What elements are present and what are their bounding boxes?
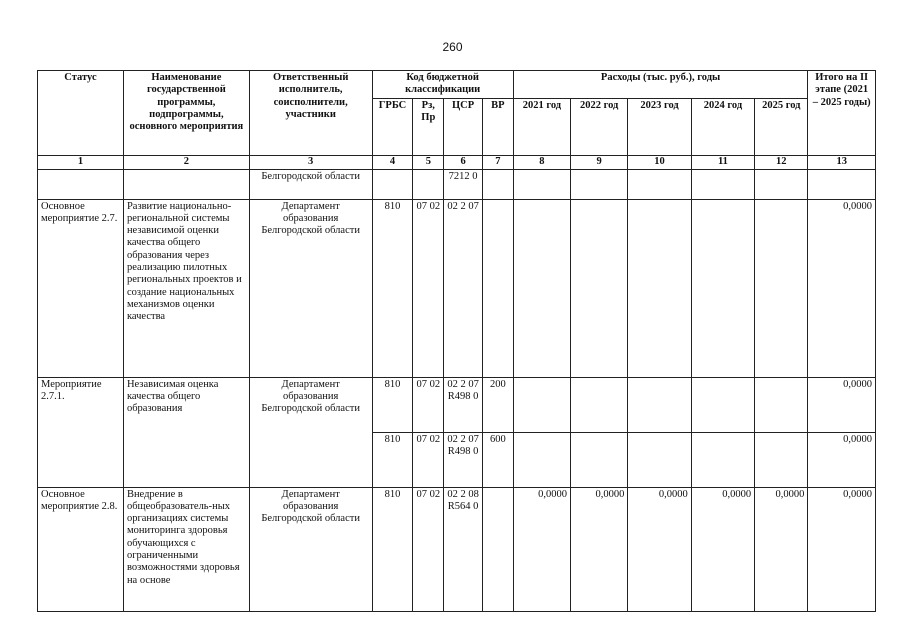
header-total: Итого на II этапе (2021 – 2025 годы) [808, 71, 876, 156]
column-number: 5 [413, 155, 444, 169]
vr-cell: 600 [483, 432, 514, 487]
header-csr: ЦСР [444, 98, 483, 155]
column-number: 4 [372, 155, 413, 169]
column-number: 7 [483, 155, 514, 169]
responsible-cell: Белгородской области [249, 169, 372, 199]
total-cell: 0,0000 [808, 199, 876, 377]
grbs-cell: 810 [372, 199, 413, 377]
column-number: 8 [513, 155, 570, 169]
grbs-cell: 810 [372, 432, 413, 487]
header-year-2022: 2022 год [571, 98, 628, 155]
rz-pr-cell: 07 02 [413, 432, 444, 487]
total-cell: 0,0000 [808, 487, 876, 611]
header-rz-pr: Рз, Пр [413, 98, 444, 155]
table-row-continuation [38, 169, 876, 199]
header-budget-code: Код бюджетной классификации [372, 71, 513, 99]
vr-cell: 200 [483, 377, 514, 432]
table-row-main-2-7 [38, 199, 876, 377]
column-number-row [38, 155, 876, 169]
column-number: 2 [123, 155, 249, 169]
name-cell: Внедрение в общеобразователь-ных организациях системы мониторинга здоровья обучающихся с ограниченными возможностями здоровья на основе [123, 487, 249, 611]
column-number: 6 [444, 155, 483, 169]
header-vr: ВР [483, 98, 514, 155]
rz-pr-cell: 07 02 [413, 487, 444, 611]
csr-cell: 02 2 07 R498 0 [444, 377, 483, 432]
header-year-2024: 2024 год [691, 98, 754, 155]
column-number: 11 [691, 155, 754, 169]
rz-pr-cell: 07 02 [413, 377, 444, 432]
column-number: 3 [249, 155, 372, 169]
column-number: 1 [38, 155, 124, 169]
status-cell: Основное мероприятие 2.8. [38, 487, 124, 611]
status-cell: Основное мероприятие 2.7. [38, 199, 124, 377]
column-number: 12 [755, 155, 808, 169]
page-number: 260 [442, 40, 463, 54]
year-2021-cell: 0,0000 [513, 487, 570, 611]
responsible-cell: Департамент образования Белгородской области [249, 377, 372, 487]
csr-cell: 02 2 08 R564 0 [444, 487, 483, 611]
name-cell: Независимая оценка качества общего образования [123, 377, 249, 487]
rz-pr-cell: 07 02 [413, 199, 444, 377]
total-cell: 0,0000 [808, 377, 876, 432]
grbs-cell: 810 [372, 487, 413, 611]
vr-cell [483, 199, 514, 377]
column-number: 9 [571, 155, 628, 169]
table-row-main-2-8 [38, 487, 876, 611]
status-cell: Мероприятие 2.7.1. [38, 377, 124, 487]
csr-cell: 02 2 07 [444, 199, 483, 377]
header-grbs: ГРБС [372, 98, 413, 155]
vr-cell [483, 487, 514, 611]
header-year-2025: 2025 год [755, 98, 808, 155]
column-number: 10 [628, 155, 691, 169]
total-cell: 0,0000 [808, 432, 876, 487]
year-2024-cell: 0,0000 [691, 487, 754, 611]
table-row-event-2-7-1 [38, 377, 876, 432]
year-2023-cell: 0,0000 [628, 487, 691, 611]
header-year-2023: 2023 год [628, 98, 691, 155]
header-name: Наименование государственной программы, подпрограммы, основного мероприятия [123, 71, 249, 156]
responsible-cell: Департамент образования Белгородской области [249, 199, 372, 377]
year-2025-cell: 0,0000 [755, 487, 808, 611]
header-responsible: Ответственный исполнитель, соисполнители, участники [249, 71, 372, 156]
column-number: 13 [808, 155, 876, 169]
csr-cell: 02 2 07 R498 0 [444, 432, 483, 487]
budget-table [37, 70, 876, 612]
year-2022-cell: 0,0000 [571, 487, 628, 611]
responsible-cell: Департамент образования Белгородской области [249, 487, 372, 611]
header-expenses: Расходы (тыс. руб.), годы [513, 71, 808, 99]
header-year-2021: 2021 год [513, 98, 570, 155]
name-cell: Развитие национально-региональной системы независимой оценки качества общего образования через реализацию пилотных региональных проектов и создание национальных механизмов оценки качества [123, 199, 249, 377]
csr-cell: 7212 0 [444, 169, 483, 199]
grbs-cell: 810 [372, 377, 413, 432]
header-status: Статус [38, 71, 124, 156]
